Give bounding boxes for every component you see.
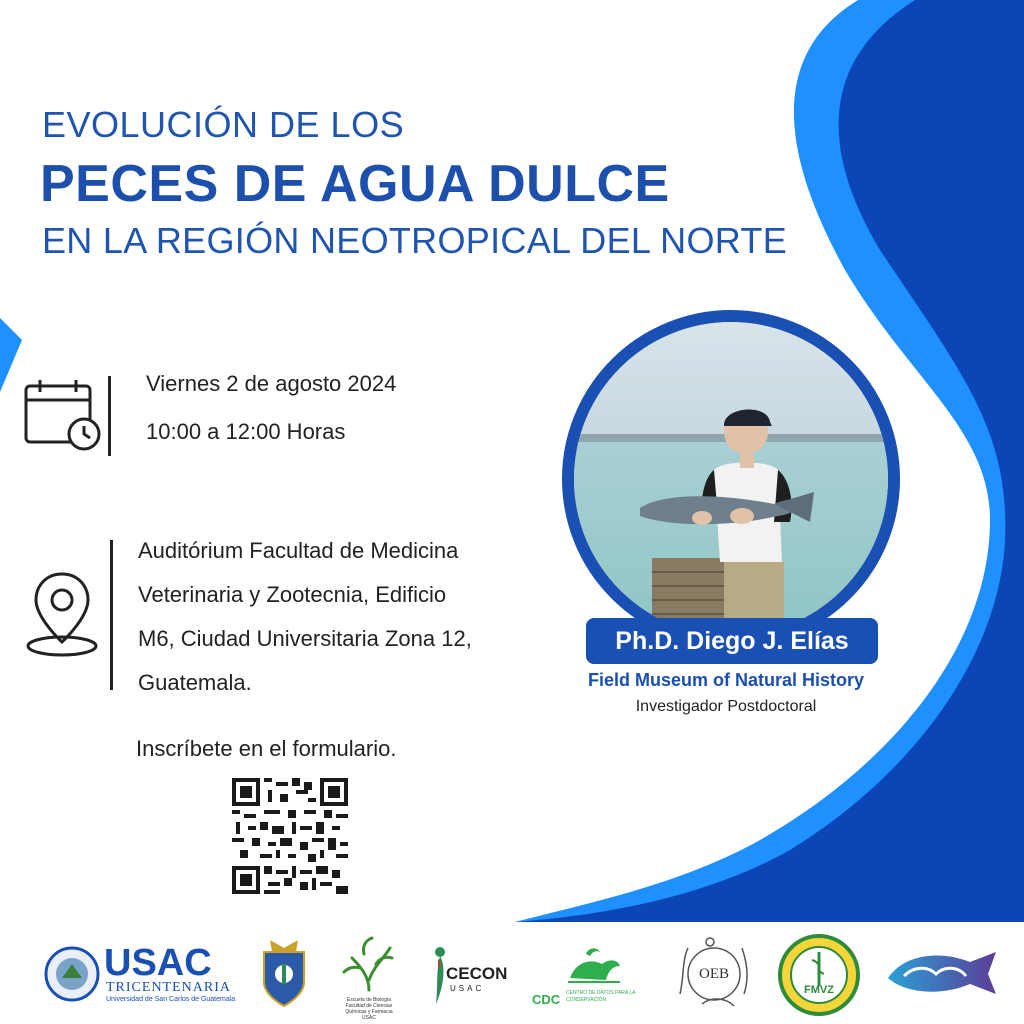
cecon-sub: USAC — [450, 984, 485, 993]
left-accent-triangle — [0, 318, 22, 392]
usac-seal-icon — [44, 946, 100, 1002]
registration-text: Inscríbete en el formulario. — [136, 736, 397, 761]
escuela-caption: Escuela de Biología Facultad de Ciencias Químicas y Farmacia USAC — [345, 997, 393, 1021]
title-line-1: EVOLUCIÓN DE LOS — [42, 104, 405, 145]
location-line-2: Veterinaria y Zootecnia, Edificio — [138, 582, 447, 607]
oeb-wordmark: OEB — [699, 966, 729, 982]
speaker-name-badge: Ph.D. Diego J. Elías — [586, 618, 878, 664]
usac-caption: Universidad de San Carlos de Guatemala — [106, 996, 236, 1003]
qr-code[interactable] — [232, 778, 348, 894]
faculty-crest-icon — [256, 934, 312, 1010]
calendar-clock-icon — [22, 376, 104, 458]
usac-logo — [42, 922, 236, 1012]
usac-wordmark: USAC — [104, 942, 212, 984]
title-line-3: EN LA REGIÓN NEOTROPICAL DEL NORTE — [42, 220, 788, 261]
cecon-wordmark: CECON — [446, 964, 508, 983]
speaker-institution: Field Museum of Natural History — [587, 670, 865, 690]
title-main: PECES DE AGUA DULCE — [40, 155, 670, 213]
event-time: 10:00 a 12:00 Horas — [146, 419, 346, 444]
fmvz-seal-icon — [778, 934, 860, 1016]
oeb-logo — [672, 934, 756, 1014]
cdc-wordmark: CDC — [532, 992, 561, 1007]
sponsor-logos — [0, 922, 1024, 1024]
event-date: Viernes 2 de agosto 2024 — [146, 371, 397, 396]
cdc-wildlife-icon — [566, 944, 622, 988]
location-line-4: Guatemala. — [138, 670, 252, 695]
location-pin-icon — [24, 570, 100, 660]
speaker-photo — [562, 310, 900, 648]
fish-brand-logo — [884, 948, 1000, 998]
usac-tagline: TRICENTENARIA — [106, 980, 231, 995]
fmvz-logo — [778, 934, 860, 1016]
speaker-role: Investigador Postdoctoral — [635, 698, 817, 715]
location-line-3: M6, Ciudad Universitaria Zona 12, — [138, 626, 472, 651]
location-line-1: Auditórium Facultad de Medicina — [138, 538, 459, 563]
cecon-logo — [432, 942, 508, 1012]
divider-date — [108, 376, 111, 456]
speaker-photo-illustration — [574, 322, 888, 636]
cdc-logo — [532, 944, 648, 1014]
biology-plant-icon — [340, 936, 398, 992]
divider-location — [110, 540, 113, 690]
escuela-biologia-logo — [340, 936, 398, 1022]
fmvz-wordmark: FMVZ — [804, 984, 834, 996]
cdc-caption: CENTRO DE DATOS PARA LA CONSERVACIÓN — [566, 990, 636, 1003]
